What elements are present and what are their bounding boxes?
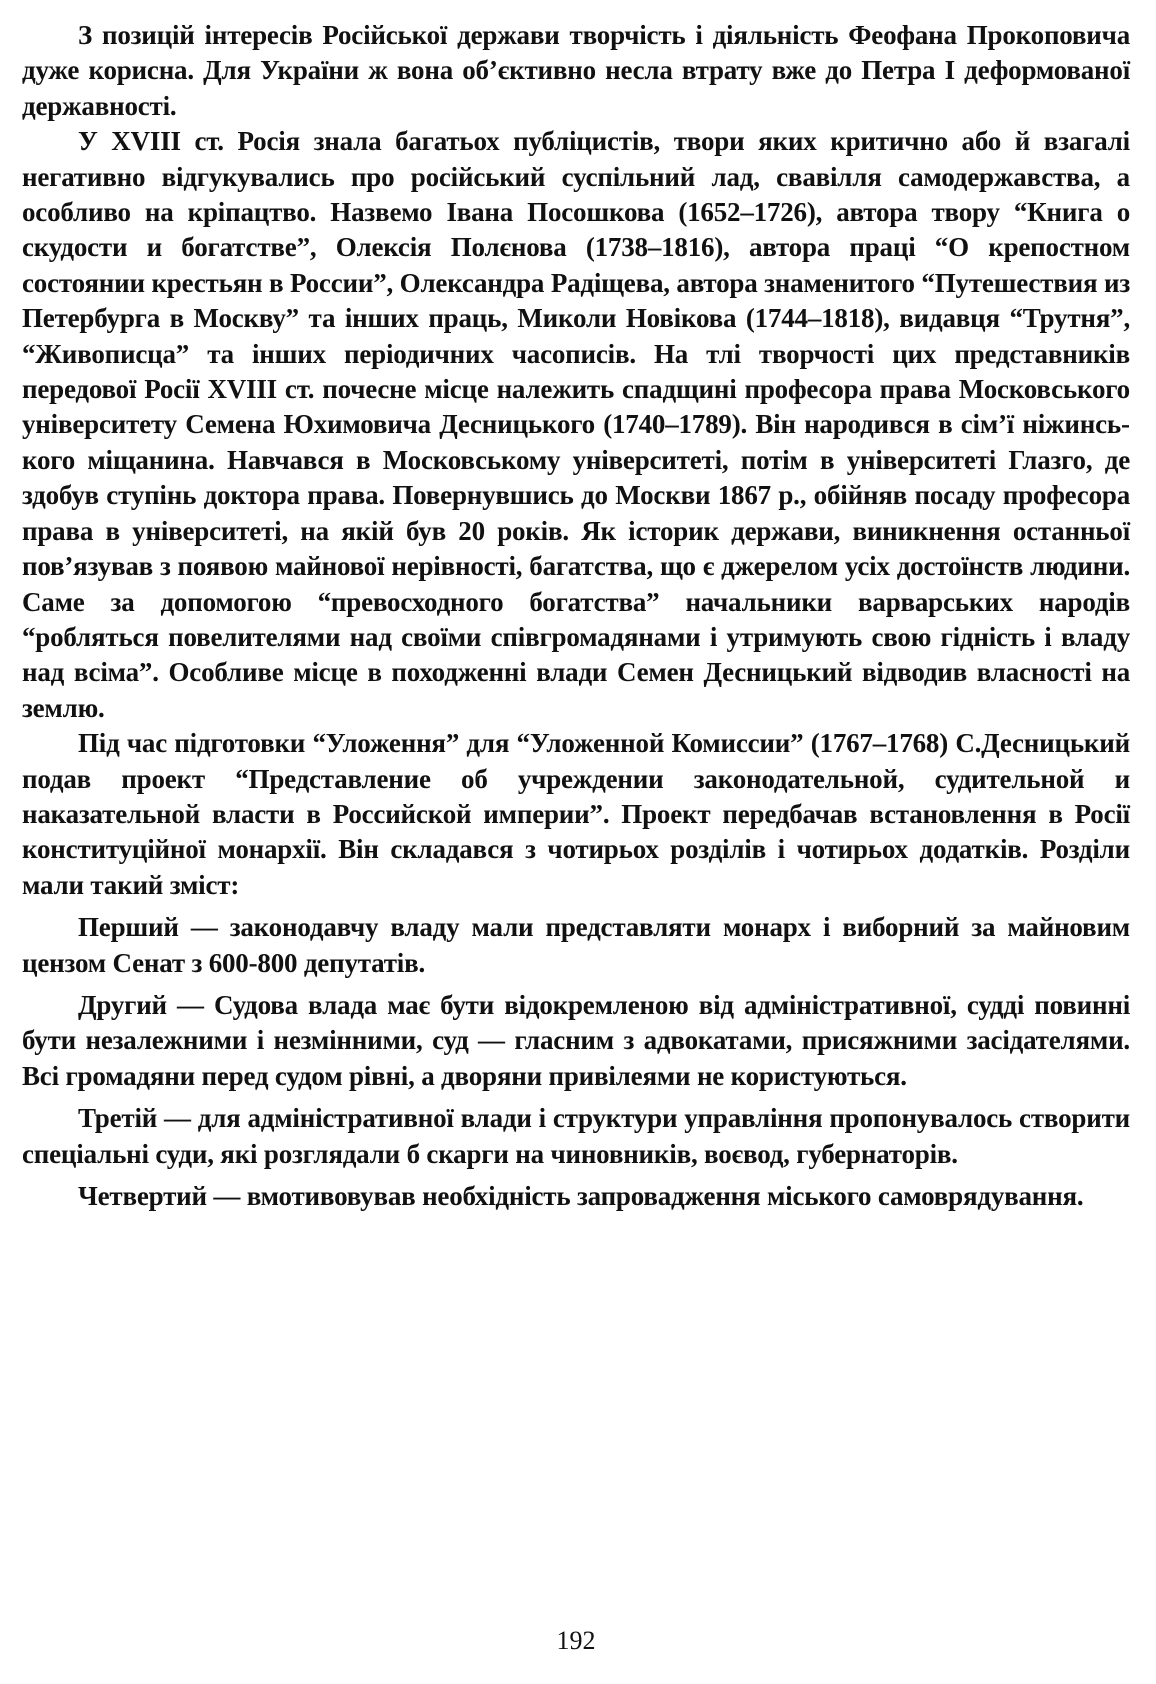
page-number: 192 — [556, 1626, 596, 1655]
paragraph-project: Під час підготовки “Уложення” для “Уложенной Комиссии” (1767–1768) С.Десницький подав проект “Представление об учреждении законодательной, судительной и наказательной власти в Российской империи”. Проект передбачав встановлення в Росії конституційної монархії. Він складався з чотирьох розділів і чотирьох додатків. Розділи мали такий зміст: — [22, 728, 1130, 900]
section-third: Третій — для адміністративної влади і структури управління пропонувалось створити спеціальні суди, які розглядали б скарги на чиновників, воєвод, губернаторів. — [22, 1103, 1130, 1169]
paragraph-prokopovych: З позицій інтересів Російської держави творчість і діяльність Феофана Прокоповича дуже корисна. Для України ж вона об’єктивно несла втрату вже до Петра І деформованої державності. — [22, 20, 1130, 121]
book-page — [22, 18, 1130, 1658]
section-fourth: Четвертий — вмотивовував необхідність запровадження міського самоврядування. — [78, 1181, 1084, 1211]
section-second: Другий — Судова влада має бути відокремленою від адміністративної, судді повинні бути незалежними і незмінними, суд — гласним з адвокатами, присяжними засідателями. Всі громадяни перед судом рівні, а дворяни привілеями не користуються. — [22, 989, 1130, 1091]
section-first: Перший — законодавчу владу мали представляти монарх і виборний за майновим цензом Сенат з 600-800 депутатів. — [22, 912, 1130, 978]
paragraph-publicists: У XVIII ст. Росія знала багатьох публіцистів, твори яких критично або й взагалі негативно відгукувались про російський суспільний лад, свавілля самодержавства, а особливо на кріпацтво. Назвемо Івана Посошкова (1652–1726), автора твору “Книга о скудости и богатстве”, Олексія Полєнова (1738–1816), автора праці “О крепостном состоянии крестьян в России”, Олександра Радіщева, автора знаменитого “Путешествия из Петербурга в Москву” та інших праць, Миколи Новікова (1744–1818), видавця “Трутня”, “Живописца” та інших періодичних часописів. На тлі творчості цих представників передової Росії XVIII ст. почесне місце належить спадщині професора права Московського університету Семена Юхимовича Десницького (1740–1789). Він народився в сім’ї ніжинського міщанина. Навчався в Московському університеті, потім в університеті Глазго, де здобув ступінь доктора права. Повернувшись до Москви 1867 р., обійняв посаду професора права в університеті, на якій був 20 років. Як історик держави, виникнення останньої пов’язував з появою майнової нерівності, багатства, що є джерелом усіх достоїнств людини. Саме за допомогою “превосходного богатства” начальники варварських народів “робляться повелителями над своїми співгромадянами і утримують свою гідність і владу над всіма”. Особливе місце в походженні влади Семен Десницький відводив власності на землю. — [22, 126, 1130, 723]
body-text — [22, 18, 1130, 1214]
